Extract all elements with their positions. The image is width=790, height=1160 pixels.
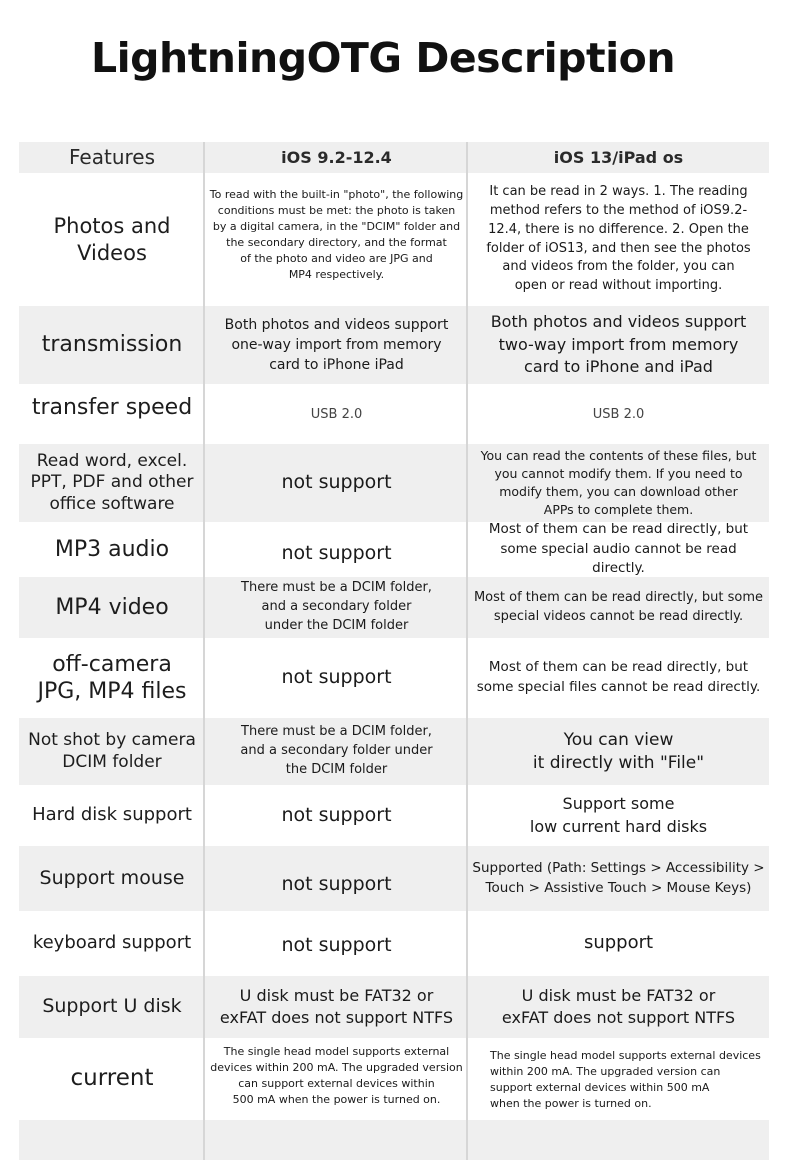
ios-old-cell: Both photos and videos support one-way import from memory card to iPhone iPad [224,316,449,374]
table-row [19,638,769,718]
ios-new-cell: Both photos and videos support two-way import from memory card to iPhone and iPad [490,312,747,377]
column-divider [466,142,468,1160]
column-divider [203,142,205,1160]
feature-cell: Photos and Videos [53,214,171,265]
table-row-empty [19,1120,769,1160]
ios-new-cell: You can view it directly with "File" [532,729,705,773]
ios-new-cell: Support some low current hard disks [529,794,708,836]
header-ios-old: iOS 9.2-12.4 [281,148,392,167]
feature-cell: transmission [41,332,183,358]
page-title: LightningOTG Description [90,34,676,82]
feature-cell: MP3 audio [54,536,170,562]
table-row [19,306,769,384]
ios-old-cell: U disk must be FAT32 or exFAT does not support NTFS [219,985,454,1027]
empty-cell [19,1120,205,1160]
feature-cell: transfer speed [31,395,193,420]
ios-old-cell: not support [281,803,392,826]
ios-old-cell: not support [281,541,392,564]
feature-cell: Support mouse [39,866,185,889]
feature-cell: Read word, excel. PPT, PDF and other office software [30,451,194,514]
ios-old-cell: not support [281,471,392,494]
ios-new-cell: Most of them can be read directly, but some special audio cannot be read directly. [488,521,749,577]
header-features: Features [69,145,155,169]
empty-cell [468,1120,769,1160]
ios-old-cell: There must be a DCIM folder, and a secondary folder under the DCIM folder [241,580,432,633]
table-row [19,1038,769,1118]
table-row [19,384,769,444]
ios-old-cell: There must be a DCIM folder, and a secondary folder under the DCIM folder [240,724,433,777]
feature-cell: MP4 video [55,594,169,620]
table-row [19,911,769,976]
ios-old-cell: not support [281,666,392,689]
table-row [19,846,769,911]
header-ios-new: iOS 13/iPad os [553,148,684,167]
table-row [19,976,769,1038]
feature-cell: keyboard support [32,932,192,954]
table-row [19,522,769,577]
table-row [19,785,769,846]
ios-old-cell: The single head model supports external devices within 200 mA. The upgraded version can support external devices within 500 mA when the power is turned on. [210,1045,463,1106]
ios-old-cell: USB 2.0 [310,406,363,422]
ios-new-cell: You can read the contents of these files, but you cannot modify them. If you need to modify them, you can download other APPs to complete them. [480,447,757,518]
table-header-row [19,142,769,173]
ios-new-cell: Most of them can be read directly, but some special files cannot be read directly. [476,659,761,695]
feature-cell: current [70,1064,154,1091]
ios-old-cell: not support [281,933,392,956]
feature-cell: Support U disk [42,995,182,1018]
table-row [19,444,769,522]
ios-new-cell: U disk must be FAT32 or exFAT does not support NTFS [501,985,736,1027]
feature-cell: off-camera JPG, MP4 files [37,651,187,704]
ios-old-cell: not support [281,872,392,895]
empty-cell [205,1120,468,1160]
ios-old-cell: To read with the built-in "photo", the following conditions must be met: the photo is taken by a digital camera, in the "DCIM" folder and the secondary directory, and the format of the photo and video are JPG and MP4 respectively. [209,188,464,281]
table-row [19,173,769,306]
feature-cell: Hard disk support [32,804,192,826]
table-row [19,577,769,638]
ios-new-cell: Supported (Path: Settings > Accessibility > Touch > Assistive Touch > Mouse Keys) [472,859,765,896]
ios-new-cell: support [583,932,654,954]
table-row [19,718,769,785]
ios-new-cell: The single head model supports external devices within 200 mA. The upgraded version can support external devices within 500 mA when the power is turned on. [490,1049,761,1110]
ios-new-cell: USB 2.0 [592,406,645,422]
ios-new-cell: It can be read in 2 ways. 1. The reading method refers to the method of iOS9.2- 12.4, there is no difference. 2. Open the folder of iOS13, and then see the photos and videos from the folder, you can open or read without importing. [486,183,751,294]
feature-cell: Not shot by camera DCIM folder [28,730,196,772]
ios-new-cell: Most of them can be read directly, but some special videos cannot be read directly. [473,589,764,624]
